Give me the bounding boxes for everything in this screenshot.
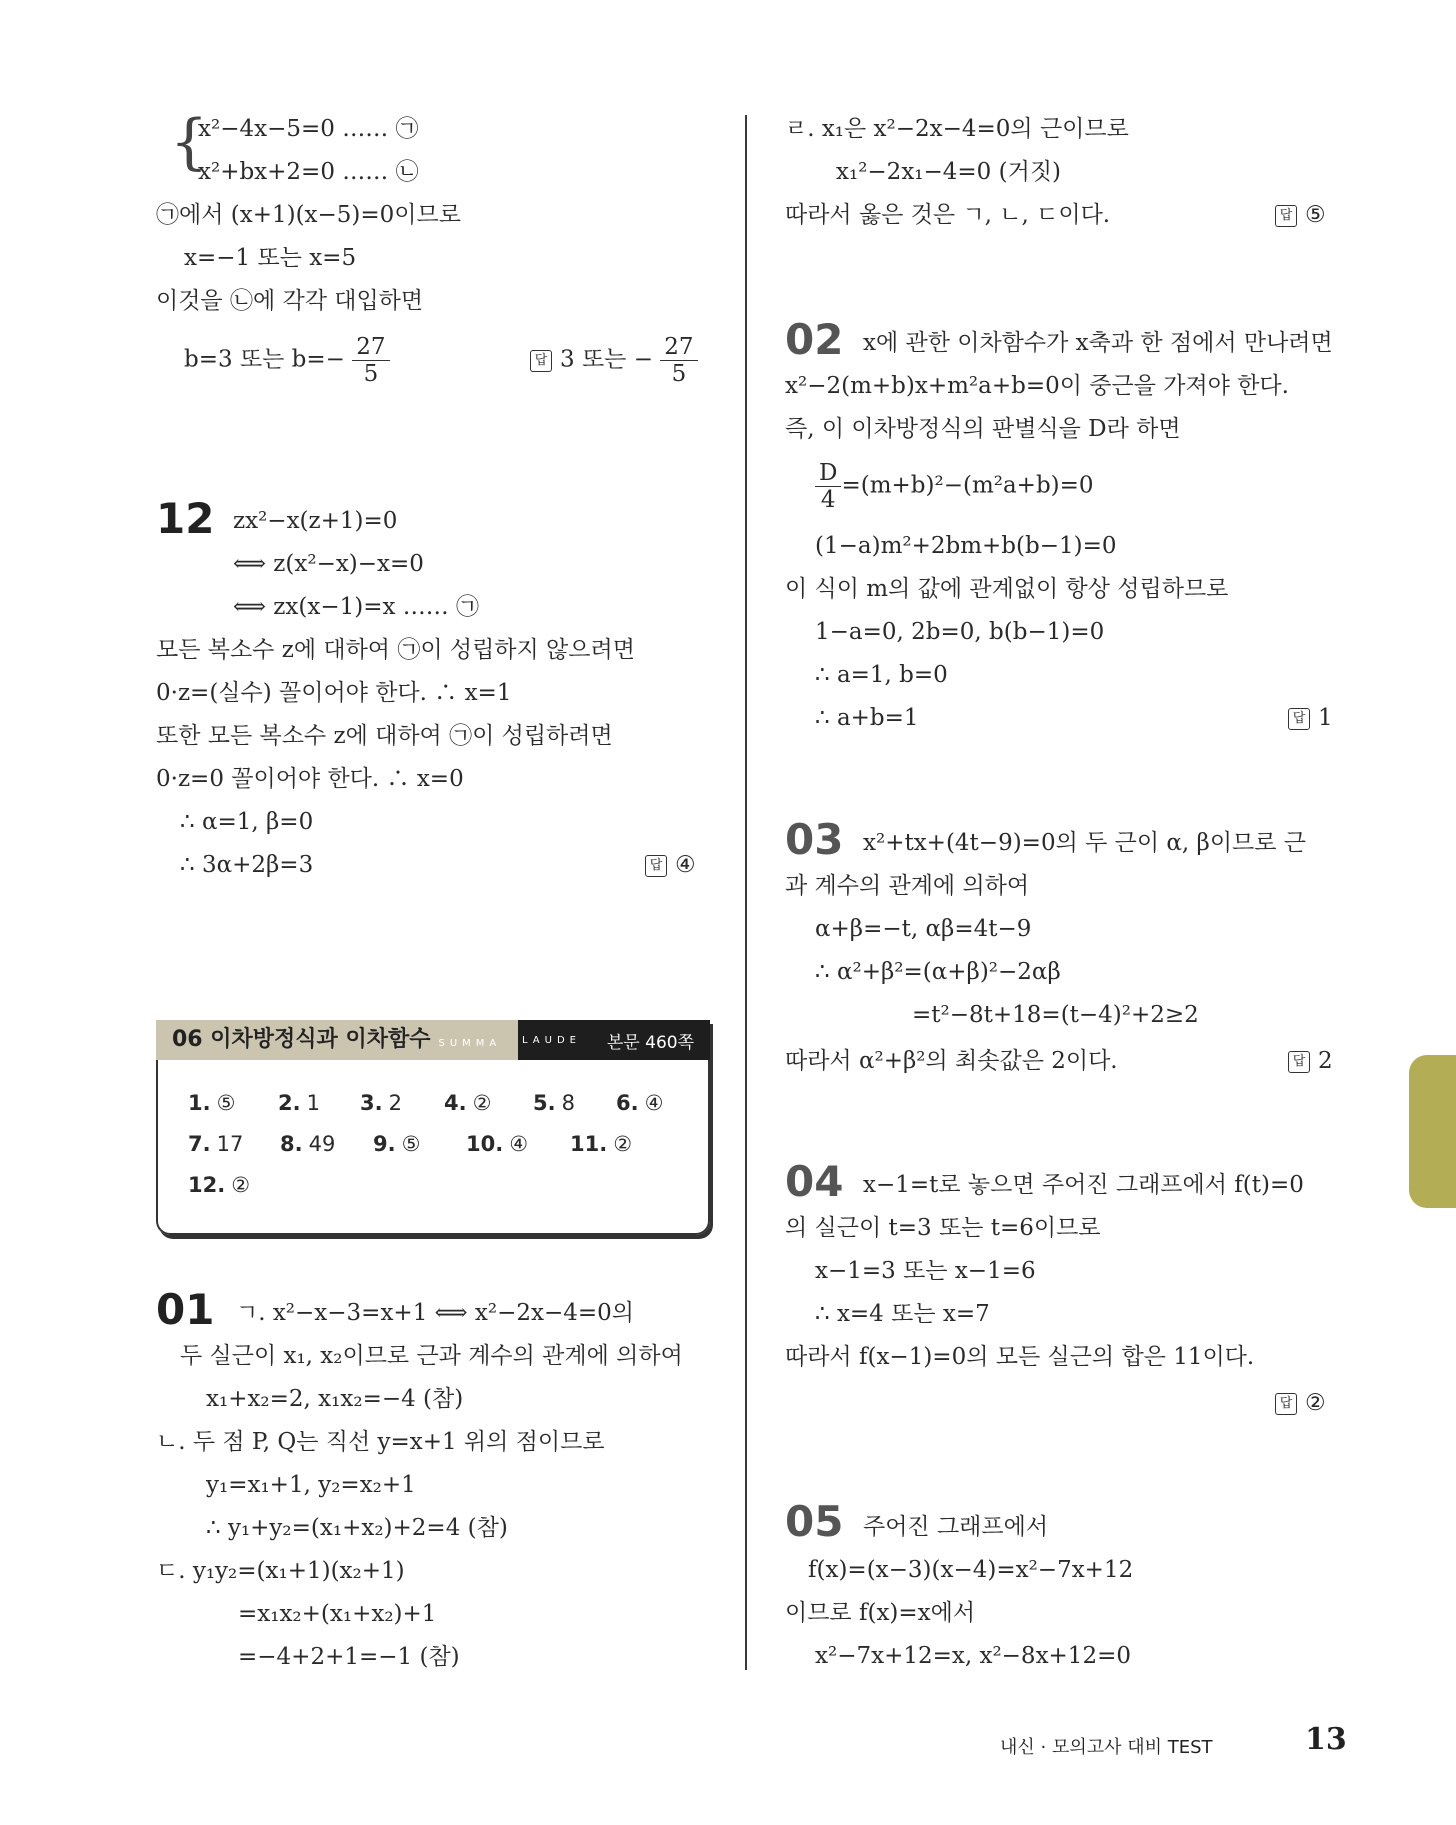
answer-key-item	[616, 1088, 663, 1118]
fraction-denominator: 4	[820, 487, 836, 513]
equation-line: y₁=x₁+1, y₂=x₂+1	[206, 1472, 416, 1498]
equation-line: zx²−x(z+1)=0	[233, 508, 398, 534]
text-line: 0·z=0 꼴이어야 한다. ∴ x=0	[156, 766, 464, 792]
answer-badge-icon: 답	[1275, 1393, 1297, 1415]
equation-line: x²−7x+12=x, x²−8x+12=0	[815, 1643, 1131, 1669]
answer-badge-icon: 답	[1275, 205, 1297, 227]
answer-key-number: 1.	[188, 1091, 211, 1115]
equation-line: x²−4x−5=0 …… ㉠	[198, 116, 419, 142]
equation-line: =−4+2+1=−1 (참)	[238, 1644, 460, 1670]
answer-key-value: 8	[561, 1091, 575, 1115]
answer-badge-icon: 답	[530, 350, 552, 372]
equation-line: x₁+x₂=2, x₁x₂=−4 (참)	[206, 1386, 464, 1412]
answer-key-value: ②	[231, 1173, 251, 1197]
chapter-tab	[1409, 1055, 1456, 1208]
text-line: 의 실근이 t=3 또는 t=6이므로	[785, 1215, 1101, 1241]
text-line: 이 식이 m의 값에 관계없이 항상 성립하므로	[785, 576, 1229, 602]
problem-number: 01	[156, 1285, 215, 1334]
section-header-dark	[518, 1020, 710, 1060]
text-line: ㄴ. 두 점 P, Q는 직선 y=x+1 위의 점이므로	[156, 1429, 605, 1455]
equation-line: 1−a=0, 2b=0, b(b−1)=0	[815, 619, 1105, 645]
answer-text: ④	[675, 852, 696, 878]
answer-key-item	[466, 1129, 528, 1159]
answer-key-value: ⑤	[401, 1132, 421, 1156]
equation-line: x₁²−2x₁−4=0 (거짓)	[836, 159, 1062, 185]
problem-number: 12	[156, 494, 215, 543]
answer-11	[530, 334, 698, 387]
text-line: x에 관한 이차함수가 x축과 한 점에서 만나려면	[863, 330, 1333, 356]
answer-key-item	[533, 1088, 575, 1118]
answer-key-number: 6.	[616, 1091, 639, 1115]
fraction-numerator: D	[815, 460, 841, 487]
equation-line: α+β=−t, αβ=4t−9	[815, 916, 1032, 942]
footer-text: 내신 · 모의고사 대비 TEST	[1000, 1737, 1213, 1758]
answer-key-number: 5.	[533, 1091, 556, 1115]
text-line: x−1=t로 놓으면 주어진 그래프에서 f(t)=0	[863, 1172, 1304, 1198]
equation-line	[184, 334, 390, 387]
answer-key-item	[360, 1088, 402, 1118]
answer-key-number: 10.	[466, 1132, 504, 1156]
answer-key-value: 2	[388, 1091, 402, 1115]
laude-text: LAUDE	[522, 1034, 581, 1046]
problem-number: 02	[785, 315, 844, 364]
column-divider	[745, 115, 747, 1670]
answer-badge-icon: 답	[1288, 1051, 1310, 1073]
text-line: 주어진 그래프에서	[863, 1514, 1049, 1540]
fraction	[815, 460, 841, 513]
answer-04	[1275, 1388, 1326, 1418]
system-brace: {	[170, 107, 209, 177]
text-line: 0·z=(실수) 꼴이어야 한다. ∴ x=1	[156, 680, 512, 706]
answer-text: ⑤	[1305, 202, 1326, 228]
text-line: ㉠에서 (x+1)(x−5)=0이므로	[156, 202, 461, 228]
text-line: ㄹ. x₁은 x²−2x−4=0의 근이므로	[785, 116, 1129, 142]
answer-key-value: ②	[472, 1091, 492, 1115]
answer-key-number: 12.	[188, 1173, 226, 1197]
answer-key-number: 4.	[444, 1091, 467, 1115]
answer-key-value: ⑤	[216, 1091, 236, 1115]
text-line: 따라서 옳은 것은 ㄱ, ㄴ, ㄷ이다.	[785, 202, 1111, 228]
equation-line: x=−1 또는 x=5	[184, 245, 357, 271]
text-line: 두 실근이 x₁, x₂이므로 근과 계수의 관계에 의하여	[180, 1343, 683, 1369]
answer-key-item	[280, 1129, 335, 1159]
equation-line: ㄱ. x²−x−3=x+1 ⟺ x²−2x−4=0의	[236, 1300, 635, 1326]
answer-key-value: ④	[644, 1091, 664, 1115]
equation-line: f(x)=(x−3)(x−4)=x²−7x+12	[808, 1557, 1134, 1583]
equation-line: =x₁x₂+(x₁+x₂)+1	[238, 1601, 437, 1627]
answer-text: ②	[1305, 1390, 1326, 1416]
answer-key-number: 8.	[280, 1132, 303, 1156]
equation-line: ∴ y₁+y₂=(x₁+x₂)+2=4 (참)	[206, 1515, 508, 1541]
equation-text: =(m+b)²−(m²a+b)=0	[841, 472, 1094, 499]
answer-key-number: 9.	[373, 1132, 396, 1156]
answer-03	[1288, 1046, 1333, 1076]
equation-line: ∴ α=1, β=0	[180, 809, 314, 835]
answer-key-item	[570, 1129, 632, 1159]
text-line: 이므로 f(x)=x에서	[785, 1600, 976, 1626]
answer-key-item	[188, 1129, 243, 1159]
answer-key-item	[188, 1170, 250, 1200]
equation-text: b=3 또는 b=−	[184, 346, 345, 373]
answer-key-number: 2.	[278, 1091, 301, 1115]
summa-text: SUMMA CUM	[172, 1038, 502, 1093]
equation-line: ⟺ z(x²−x)−x=0	[233, 551, 424, 577]
text-line: x²−2(m+b)x+m²a+b=0이 중근을 가져야 한다.	[785, 373, 1289, 399]
answer-key-item	[373, 1129, 420, 1159]
fraction-numerator: 27	[352, 334, 389, 361]
fraction	[352, 334, 389, 387]
answer-key-item	[188, 1088, 235, 1118]
equation-line: ∴ a+b=1	[815, 705, 919, 731]
answer-key-item	[278, 1088, 320, 1118]
equation-line: =t²−8t+18=(t−4)²+2≥2	[912, 1002, 1199, 1028]
equation-line	[815, 460, 1094, 513]
problem-number: 03	[785, 815, 844, 864]
answer-text: 3 또는 −	[560, 346, 653, 373]
answer-key-value: 17	[216, 1132, 244, 1156]
answer-12	[645, 850, 696, 880]
section-header	[156, 1020, 710, 1093]
answer-badge-icon: 답	[645, 855, 667, 877]
equation-line: ∴ x=4 또는 x=7	[815, 1301, 990, 1327]
fraction-denominator: 5	[671, 361, 687, 387]
answer-key-number: 3.	[360, 1091, 383, 1115]
text-line: 과 계수의 관계에 의하여	[785, 873, 1030, 899]
fraction-denominator: 5	[363, 361, 379, 387]
answer-key-item	[444, 1088, 491, 1118]
equation-line: (1−a)m²+2bm+b(b−1)=0	[815, 533, 1117, 559]
answer-text: 1	[1318, 705, 1333, 731]
answer-key-value: 1	[306, 1091, 320, 1115]
answer-key-value: ②	[613, 1132, 633, 1156]
text-line: 따라서 α²+β²의 최솟값은 2이다.	[785, 1048, 1118, 1074]
text-line: 즉, 이 이차방정식의 판별식을 D라 하면	[785, 416, 1181, 442]
section-title	[156, 1020, 518, 1093]
text-line: 따라서 f(x−1)=0의 모든 실근의 합은 11이다.	[785, 1344, 1255, 1370]
equation-line: ㄷ. y₁y₂=(x₁+1)(x₂+1)	[156, 1558, 405, 1584]
answer-key-value: 49	[308, 1132, 336, 1156]
answer-key-number: 11.	[570, 1132, 608, 1156]
problem-number: 04	[785, 1157, 844, 1206]
text-line: 또한 모든 복소수 z에 대하여 ㉠이 성립하려면	[156, 723, 613, 749]
page-number: 13	[1305, 1722, 1347, 1757]
text-line: 이것을 ㉡에 각각 대입하면	[156, 288, 424, 314]
equation-line: x²+bx+2=0 …… ㉡	[198, 159, 419, 185]
fraction	[660, 334, 697, 387]
answer-key-value: ④	[509, 1132, 529, 1156]
equation-line: ⟺ zx(x−1)=x …… ㉠	[233, 594, 480, 620]
text-line: x²+tx+(4t−9)=0의 두 근이 α, β이므로 근	[863, 830, 1307, 856]
answer-key-number: 7.	[188, 1132, 211, 1156]
fraction-numerator: 27	[660, 334, 697, 361]
section-page-ref: 본문 460쪽	[606, 1032, 694, 1053]
equation-line: x−1=3 또는 x−1=6	[815, 1258, 1036, 1284]
answer-text: 2	[1318, 1048, 1333, 1074]
section-title-text: 06 이차방정식과 이차함수	[172, 1027, 431, 1052]
equation-line: ∴ a=1, b=0	[815, 662, 948, 688]
problem-number: 05	[785, 1497, 844, 1546]
equation-line: ∴ 3α+2β=3	[180, 852, 314, 878]
equation-line: ∴ α²+β²=(α+β)²−2αβ	[815, 959, 1061, 985]
answer-01	[1275, 200, 1326, 230]
answer-02	[1288, 703, 1333, 733]
text-line: 모든 복소수 z에 대하여 ㉠이 성립하지 않으려면	[156, 637, 635, 663]
answer-badge-icon: 답	[1288, 708, 1310, 730]
